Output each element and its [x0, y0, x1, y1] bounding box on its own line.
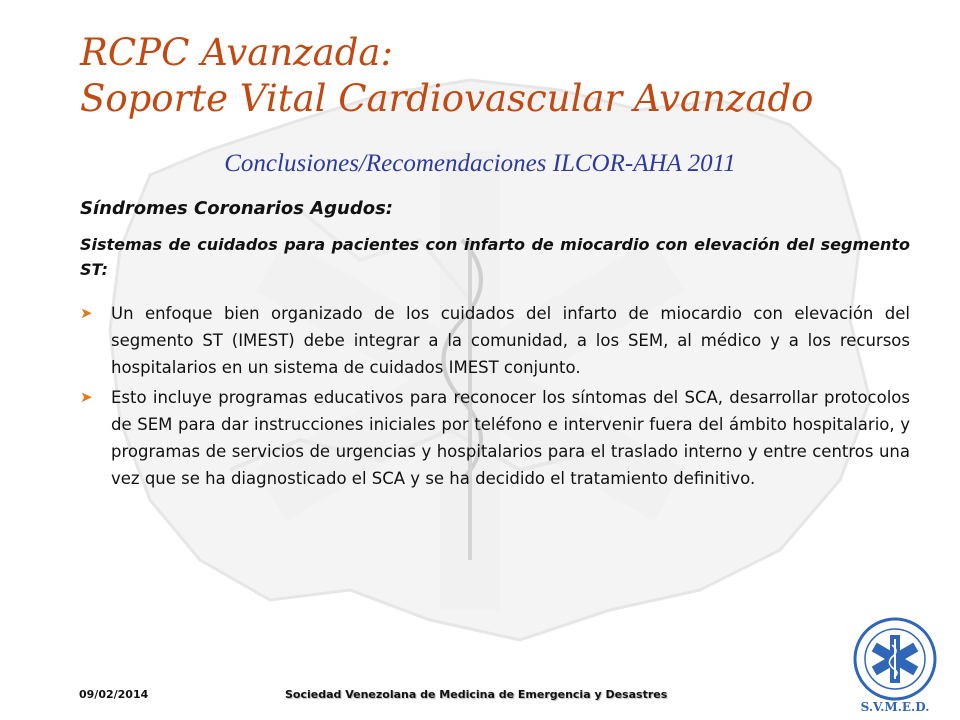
- bullet-text: Esto incluye programas educativos para reconocer los síntomas del SCA, desarrollar protocolos de SEM para dar instrucciones iniciales por teléfono e intervenir fuera del ámbito hospitalario, y programas de servicios de urgencias y hospitalarios para el traslado interno y entre centros una vez que se ha diagnosticado el SCA y se ha decidido el tratamiento definitivo.: [111, 388, 910, 488]
- section-heading: Síndromes Coronarios Agudos:: [80, 198, 393, 219]
- logo-caption: S.V.M.E.D.: [860, 700, 930, 714]
- footer-organization: Sociedad Venezolana de Medicina de Emergencia y Desastres: [285, 688, 668, 701]
- title-line-2: Soporte Vital Cardiovascular Avanzado: [80, 77, 814, 120]
- svmed-logo: [843, 615, 955, 715]
- slide-subtitle: Conclusiones/Recomendaciones ILCOR-AHA 2011: [224, 150, 736, 177]
- slide-title: [80, 30, 813, 122]
- bullet-item: [80, 300, 910, 381]
- arrow-bullet-icon: ➤: [80, 304, 93, 322]
- bullet-text: Un enfoque bien organizado de los cuidados del infarto de miocardio con elevación del segmento ST (IMEST) debe integrar a la comunidad, a los SEM, al médico y a los recursos hospitalarios en un sistema de cuidados IMEST conjunto.: [111, 304, 910, 377]
- bullet-list: [80, 300, 910, 495]
- sub-heading: Sistemas de cuidados para pacientes con infarto de miocardio con elevación del segmento ST:: [80, 235, 910, 279]
- title-line-1: RCPC Avanzada:: [80, 31, 393, 74]
- bullet-item: [80, 384, 910, 492]
- arrow-bullet-icon: ➤: [80, 388, 93, 406]
- footer-date: 09/02/2014: [79, 688, 149, 701]
